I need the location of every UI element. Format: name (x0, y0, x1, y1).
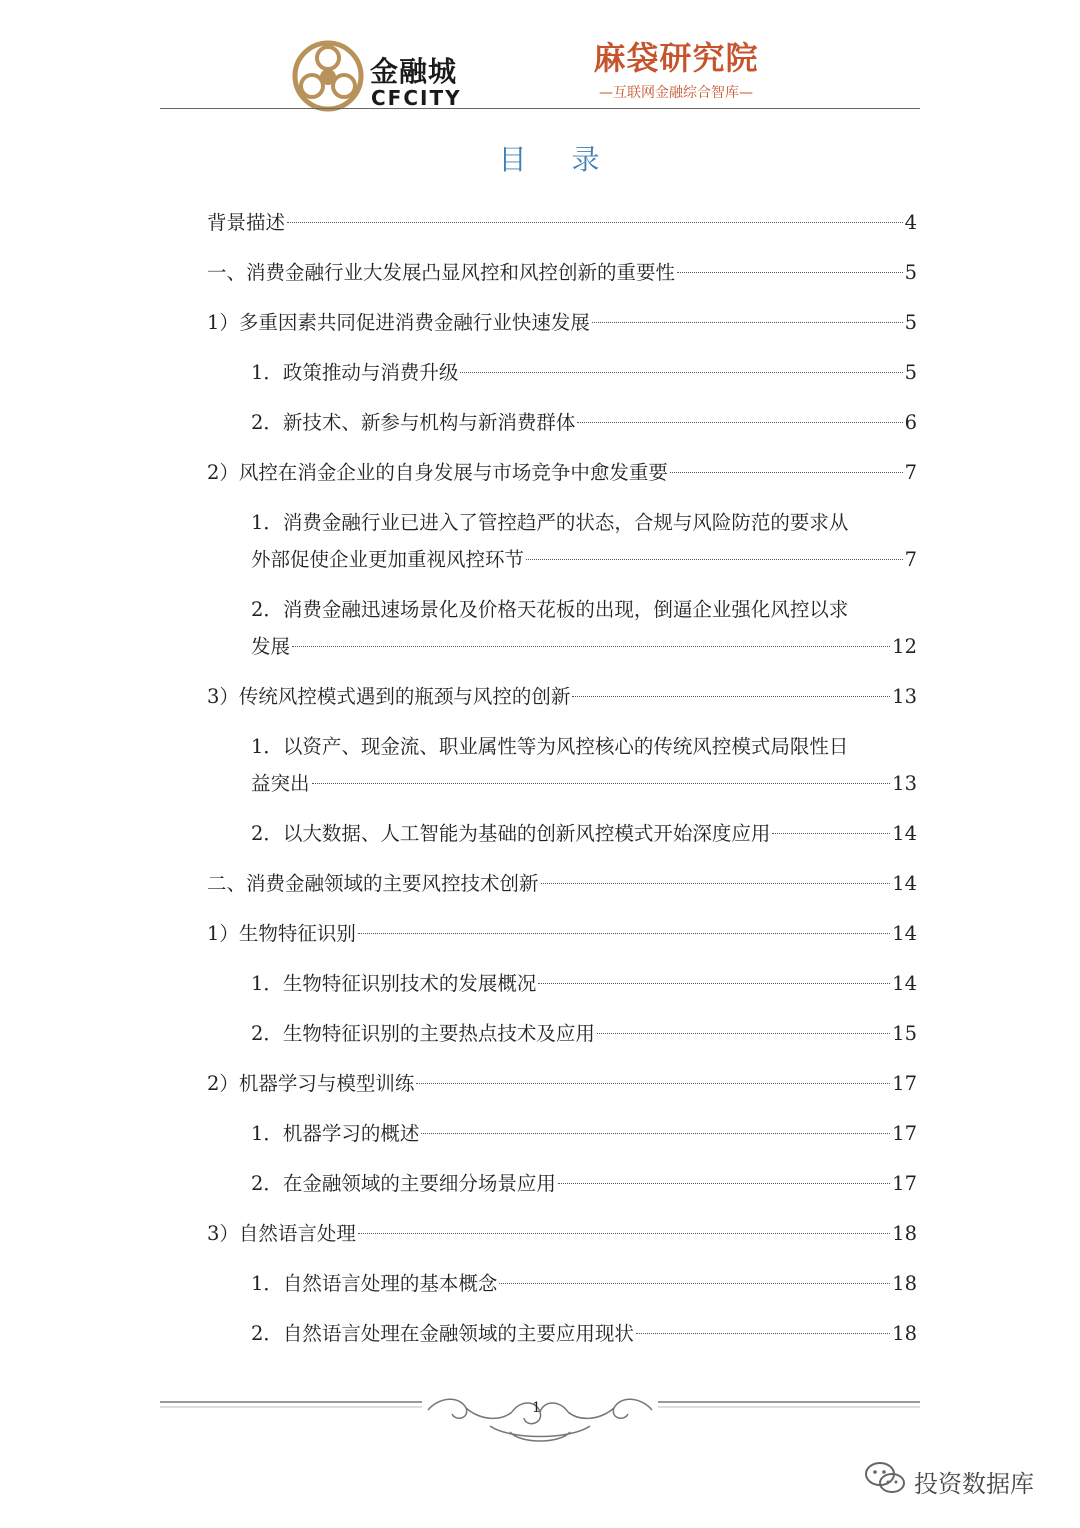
toc-page: 17 (892, 1122, 917, 1145)
page-footer (160, 1392, 920, 1452)
toc-page: 17 (892, 1172, 917, 1195)
toc-entry[interactable] (251, 965, 917, 1002)
logo-left-en: CFCITY (371, 86, 462, 110)
toc-leader (670, 472, 903, 473)
toc-page: 13 (892, 685, 917, 708)
page-number: 1 (532, 1400, 541, 1416)
toc-entry[interactable] (251, 1165, 917, 1202)
toc-page: 14 (892, 872, 917, 895)
toc-entry-text-line2: 益突出 (251, 772, 310, 795)
toc-leader (541, 883, 891, 884)
header-divider (160, 108, 920, 109)
toc-leader (597, 1033, 890, 1034)
toc-leader (287, 222, 903, 223)
toc-entry[interactable] (207, 1065, 917, 1102)
toc-page: 5 (904, 361, 917, 384)
watermark-text: 投资数据库 (914, 1470, 1034, 1498)
toc-entry-text: 2．以大数据、人工智能为基础的创新风控模式开始深度应用 (251, 822, 771, 845)
toc-entry[interactable] (207, 204, 917, 241)
toc-page: 5 (904, 311, 917, 334)
toc-entry[interactable] (251, 504, 917, 578)
toc-leader (592, 322, 903, 323)
page-title: 目 录 (498, 143, 618, 176)
toc-leader (358, 1233, 890, 1234)
toc-entry-text-line1: 2．消费金融迅速场景化及价格天花板的出现，倒逼企业强化风控以求 (251, 598, 849, 621)
toc-leader (312, 783, 891, 784)
toc-entry[interactable] (251, 1265, 917, 1302)
toc-entry-text: 二、消费金融领域的主要风控技术创新 (207, 872, 539, 895)
toc-entry[interactable] (207, 865, 917, 902)
toc-entry-text-line1: 1．消费金融行业已进入了管控趋严的状态，合规与风险防范的要求从 (251, 511, 849, 534)
wechat-icon (864, 1458, 908, 1498)
cfcity-emblem-icon (292, 40, 364, 112)
toc-leader (577, 422, 902, 423)
page-header (160, 30, 920, 110)
table-of-contents (207, 204, 917, 1352)
toc-entry-text: 1．生物特征识别技术的发展概况 (251, 972, 537, 995)
logo-left-cn: 金融城 (370, 55, 458, 88)
toc-page: 18 (892, 1272, 917, 1295)
toc-entry-text: 2）风控在消金企业的自身发展与市场竞争中愈发重要 (207, 461, 668, 484)
toc-leader (460, 372, 902, 373)
toc-page: 15 (892, 1022, 917, 1045)
toc-entry-text: 一、消费金融行业大发展凸显风控和风控创新的重要性 (207, 261, 676, 284)
toc-page: 14 (892, 972, 917, 995)
toc-entry-text-line1: 1．以资产、现金流、职业属性等为风控核心的传统风控模式局限性日 (251, 735, 849, 758)
toc-entry-text: 1．政策推动与消费升级 (251, 361, 459, 384)
toc-leader (421, 1133, 890, 1134)
toc-leader (292, 646, 890, 647)
toc-leader (636, 1333, 890, 1334)
toc-entry-text: 3）自然语言处理 (207, 1222, 356, 1245)
toc-leader (572, 696, 890, 697)
toc-leader (538, 983, 890, 984)
toc-entry[interactable] (251, 728, 917, 802)
logo-right-brand: 麻袋研究院 (593, 39, 759, 77)
toc-entry[interactable] (207, 304, 917, 341)
toc-entry-text-line2: 外部促使企业更加重视风控环节 (251, 548, 525, 571)
toc-entry-text-line2: 发展 (251, 635, 291, 658)
toc-entry-text: 背景描述 (207, 211, 286, 234)
toc-leader (558, 1183, 890, 1184)
toc-entry-text: 2．新技术、新参与机构与新消费群体 (251, 411, 576, 434)
toc-leader (416, 1083, 890, 1084)
toc-page: 14 (892, 822, 917, 845)
toc-page: 4 (904, 211, 917, 234)
toc-page: 12 (892, 635, 917, 658)
toc-leader (677, 272, 903, 273)
toc-entry[interactable] (251, 354, 917, 391)
toc-entry[interactable] (251, 404, 917, 441)
toc-entry[interactable] (207, 678, 917, 715)
toc-entry[interactable] (251, 815, 917, 852)
toc-entry[interactable] (207, 1215, 917, 1252)
toc-leader (772, 833, 890, 834)
toc-page: 6 (904, 411, 917, 434)
toc-entry-text: 1）生物特征识别 (207, 922, 356, 945)
toc-leader (499, 1283, 890, 1284)
toc-page: 13 (892, 772, 917, 795)
toc-page: 17 (892, 1072, 917, 1095)
toc-entry-text: 2．自然语言处理在金融领域的主要应用现状 (251, 1322, 634, 1345)
toc-page: 7 (904, 548, 917, 571)
toc-page: 7 (904, 461, 917, 484)
toc-entry-text: 1）多重因素共同促进消费金融行业快速发展 (207, 311, 590, 334)
toc-entry[interactable] (251, 1015, 917, 1052)
toc-entry[interactable] (207, 454, 917, 491)
toc-entry-text: 2．生物特征识别的主要热点技术及应用 (251, 1022, 595, 1045)
toc-leader (358, 933, 890, 934)
toc-entry[interactable] (207, 915, 917, 952)
toc-entry-text: 2．在金融领域的主要细分场景应用 (251, 1172, 556, 1195)
toc-page: 18 (892, 1222, 917, 1245)
toc-entry[interactable] (251, 1115, 917, 1152)
toc-page: 5 (904, 261, 917, 284)
toc-leader (526, 559, 903, 560)
toc-entry[interactable] (207, 254, 917, 291)
toc-entry-text: 1．机器学习的概述 (251, 1122, 420, 1145)
watermark (864, 1458, 1034, 1502)
madai-research-logo (586, 40, 766, 110)
toc-page: 14 (892, 922, 917, 945)
toc-entry[interactable] (251, 591, 917, 665)
toc-page: 18 (892, 1322, 917, 1345)
logo-right-tagline: —互联网金融综合智库— (599, 85, 753, 101)
toc-entry-text: 3）传统风控模式遇到的瓶颈与风控的创新 (207, 685, 571, 708)
cfcity-logo (292, 40, 472, 110)
toc-entry[interactable] (251, 1315, 917, 1352)
toc-entry-text: 2）机器学习与模型训练 (207, 1072, 415, 1095)
toc-entry-text: 1．自然语言处理的基本概念 (251, 1272, 498, 1295)
